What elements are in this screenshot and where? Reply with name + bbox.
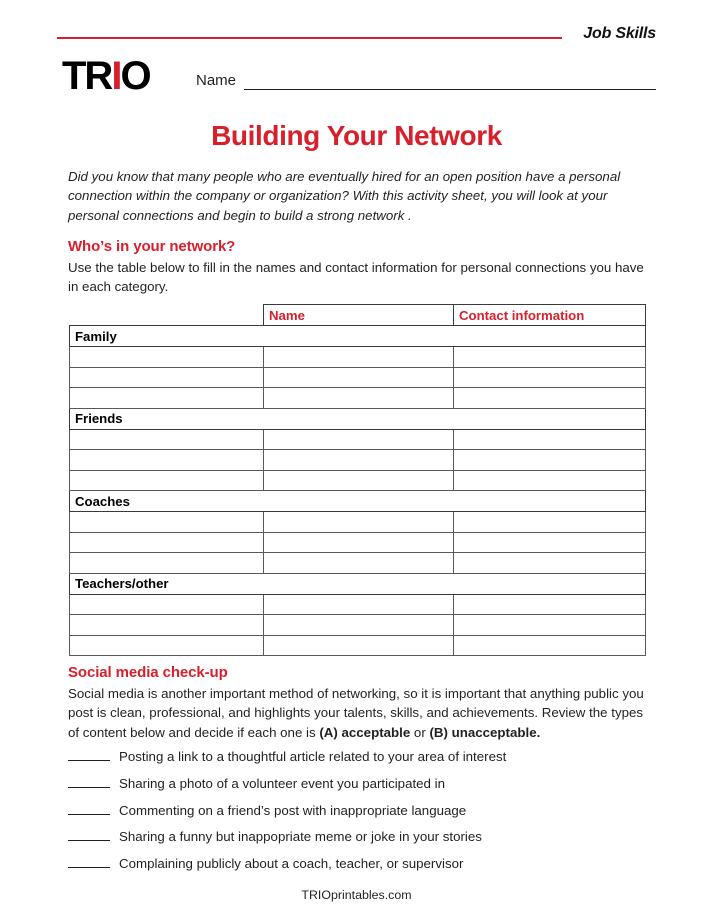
table-entry-cell[interactable] [70, 388, 264, 409]
table-row [70, 429, 646, 450]
table-entry-cell[interactable] [454, 532, 646, 553]
table-category-label: Teachers/other [70, 573, 646, 594]
table-row [70, 594, 646, 615]
table-entry-cell[interactable] [70, 429, 264, 450]
table-entry-cell[interactable] [264, 512, 454, 533]
table-entry-cell[interactable] [70, 450, 264, 471]
social-body-bold-a: (A) acceptable [319, 724, 411, 740]
table-row [70, 635, 646, 656]
table-row [70, 512, 646, 533]
footer-url: TRIOprintables.com [301, 888, 412, 902]
table-entry-cell[interactable] [454, 367, 646, 388]
table-entry-cell[interactable] [264, 388, 454, 409]
network-section [68, 238, 648, 297]
table-entry-cell[interactable] [70, 594, 264, 615]
table-entry-cell[interactable] [70, 553, 264, 574]
table-entry-cell[interactable] [454, 594, 646, 615]
list-item [68, 748, 648, 775]
table-entry-cell[interactable] [264, 635, 454, 656]
table-category-label: Friends [70, 408, 646, 429]
table-entry-cell[interactable] [454, 347, 646, 368]
header-red-rule [57, 37, 562, 39]
table-row [70, 532, 646, 553]
category-label: Job Skills [583, 25, 656, 42]
table-header-cell: Name [264, 305, 454, 326]
logo-accent-letter: I [111, 54, 121, 98]
table-category-row [70, 326, 646, 347]
table-entry-cell[interactable] [264, 367, 454, 388]
table-row [70, 615, 646, 636]
table-entry-cell[interactable] [264, 594, 454, 615]
table-entry-cell[interactable] [454, 635, 646, 656]
network-section-heading: Who’s in your network? [68, 238, 236, 255]
table-entry-cell[interactable] [70, 347, 264, 368]
table-category-row [70, 491, 646, 512]
table-entry-cell[interactable] [70, 470, 264, 491]
name-field-row [196, 72, 656, 96]
table-row [70, 553, 646, 574]
page-title: Building Your Network [211, 120, 502, 151]
table-entry-cell[interactable] [70, 532, 264, 553]
social-media-section [68, 664, 648, 742]
table-row [70, 347, 646, 368]
answer-blank-input[interactable] [68, 855, 110, 868]
table-row [70, 470, 646, 491]
network-section-instructions: Use the table below to fill in the names and contact information for personal connections you have in each category. [68, 260, 644, 295]
name-input-line[interactable] [244, 89, 656, 90]
table-entry-cell[interactable] [264, 347, 454, 368]
network-table [69, 304, 646, 656]
table-row [70, 367, 646, 388]
answer-blank-input[interactable] [68, 748, 110, 761]
page-header [0, 22, 713, 50]
answer-blank-input[interactable] [68, 828, 110, 841]
table-header-cell-empty [70, 305, 264, 326]
social-section-body [68, 684, 648, 742]
list-item [68, 855, 648, 882]
table-entry-cell[interactable] [264, 532, 454, 553]
list-item-label: Complaining publicly about a coach, teacher, or supervisor [119, 856, 464, 872]
answer-blank-input[interactable] [68, 802, 110, 815]
logo-text-suffix: O [120, 54, 150, 98]
table-entry-cell[interactable] [454, 470, 646, 491]
social-media-quiz-list [68, 748, 648, 882]
list-item [68, 802, 648, 829]
social-body-bold-b: (B) unacceptable. [429, 724, 541, 740]
table-entry-cell[interactable] [70, 615, 264, 636]
table-category-row [70, 573, 646, 594]
table-entry-cell[interactable] [454, 388, 646, 409]
list-item-label: Sharing a photo of a volunteer event you participated in [119, 775, 445, 791]
table-entry-cell[interactable] [264, 615, 454, 636]
table-entry-cell[interactable] [264, 450, 454, 471]
intro-paragraph: Did you know that many people who are eventually hired for an open position have a personal connection within the company or organization? With this activity sheet, you will look at your personal connections and begin to build a strong network . [68, 169, 621, 223]
list-item-label: Commenting on a friend’s post with inappropriate language [119, 802, 467, 818]
table-entry-cell[interactable] [454, 450, 646, 471]
trio-logo [62, 56, 150, 96]
list-item-label: Sharing a funny but inappopriate meme or joke in your stories [119, 829, 482, 845]
table-entry-cell[interactable] [454, 429, 646, 450]
table-entry-cell[interactable] [70, 512, 264, 533]
table-entry-cell[interactable] [70, 635, 264, 656]
table-entry-cell[interactable] [70, 367, 264, 388]
table-entry-cell[interactable] [264, 429, 454, 450]
table-entry-cell[interactable] [454, 512, 646, 533]
list-item [68, 775, 648, 802]
logo-text-prefix: TR [62, 54, 112, 98]
table-row [70, 388, 646, 409]
list-item-label: Posting a link to a thoughtful article related to your area of interest [119, 749, 507, 764]
table-category-label: Coaches [70, 491, 646, 512]
table-entry-cell[interactable] [264, 553, 454, 574]
table-header-row [70, 305, 646, 326]
table-row [70, 450, 646, 471]
list-item [68, 828, 648, 855]
social-body-text-mid: or [410, 724, 430, 740]
table-entry-cell[interactable] [454, 615, 646, 636]
social-body-text-1: Social media is another important method of networking, so it is important that anything public you post is clean, professional, and highlights your talents, skills, and achievements. Review the types of content below and decide if each one is [68, 686, 644, 740]
social-section-heading: Social media check-up [68, 664, 228, 681]
table-category-label: Family [70, 326, 646, 347]
table-entry-cell[interactable] [264, 470, 454, 491]
table-entry-cell[interactable] [454, 553, 646, 574]
table-category-row [70, 408, 646, 429]
table-header-cell: Contact information [454, 305, 646, 326]
name-label: Name [196, 72, 237, 89]
answer-blank-input[interactable] [68, 775, 110, 788]
